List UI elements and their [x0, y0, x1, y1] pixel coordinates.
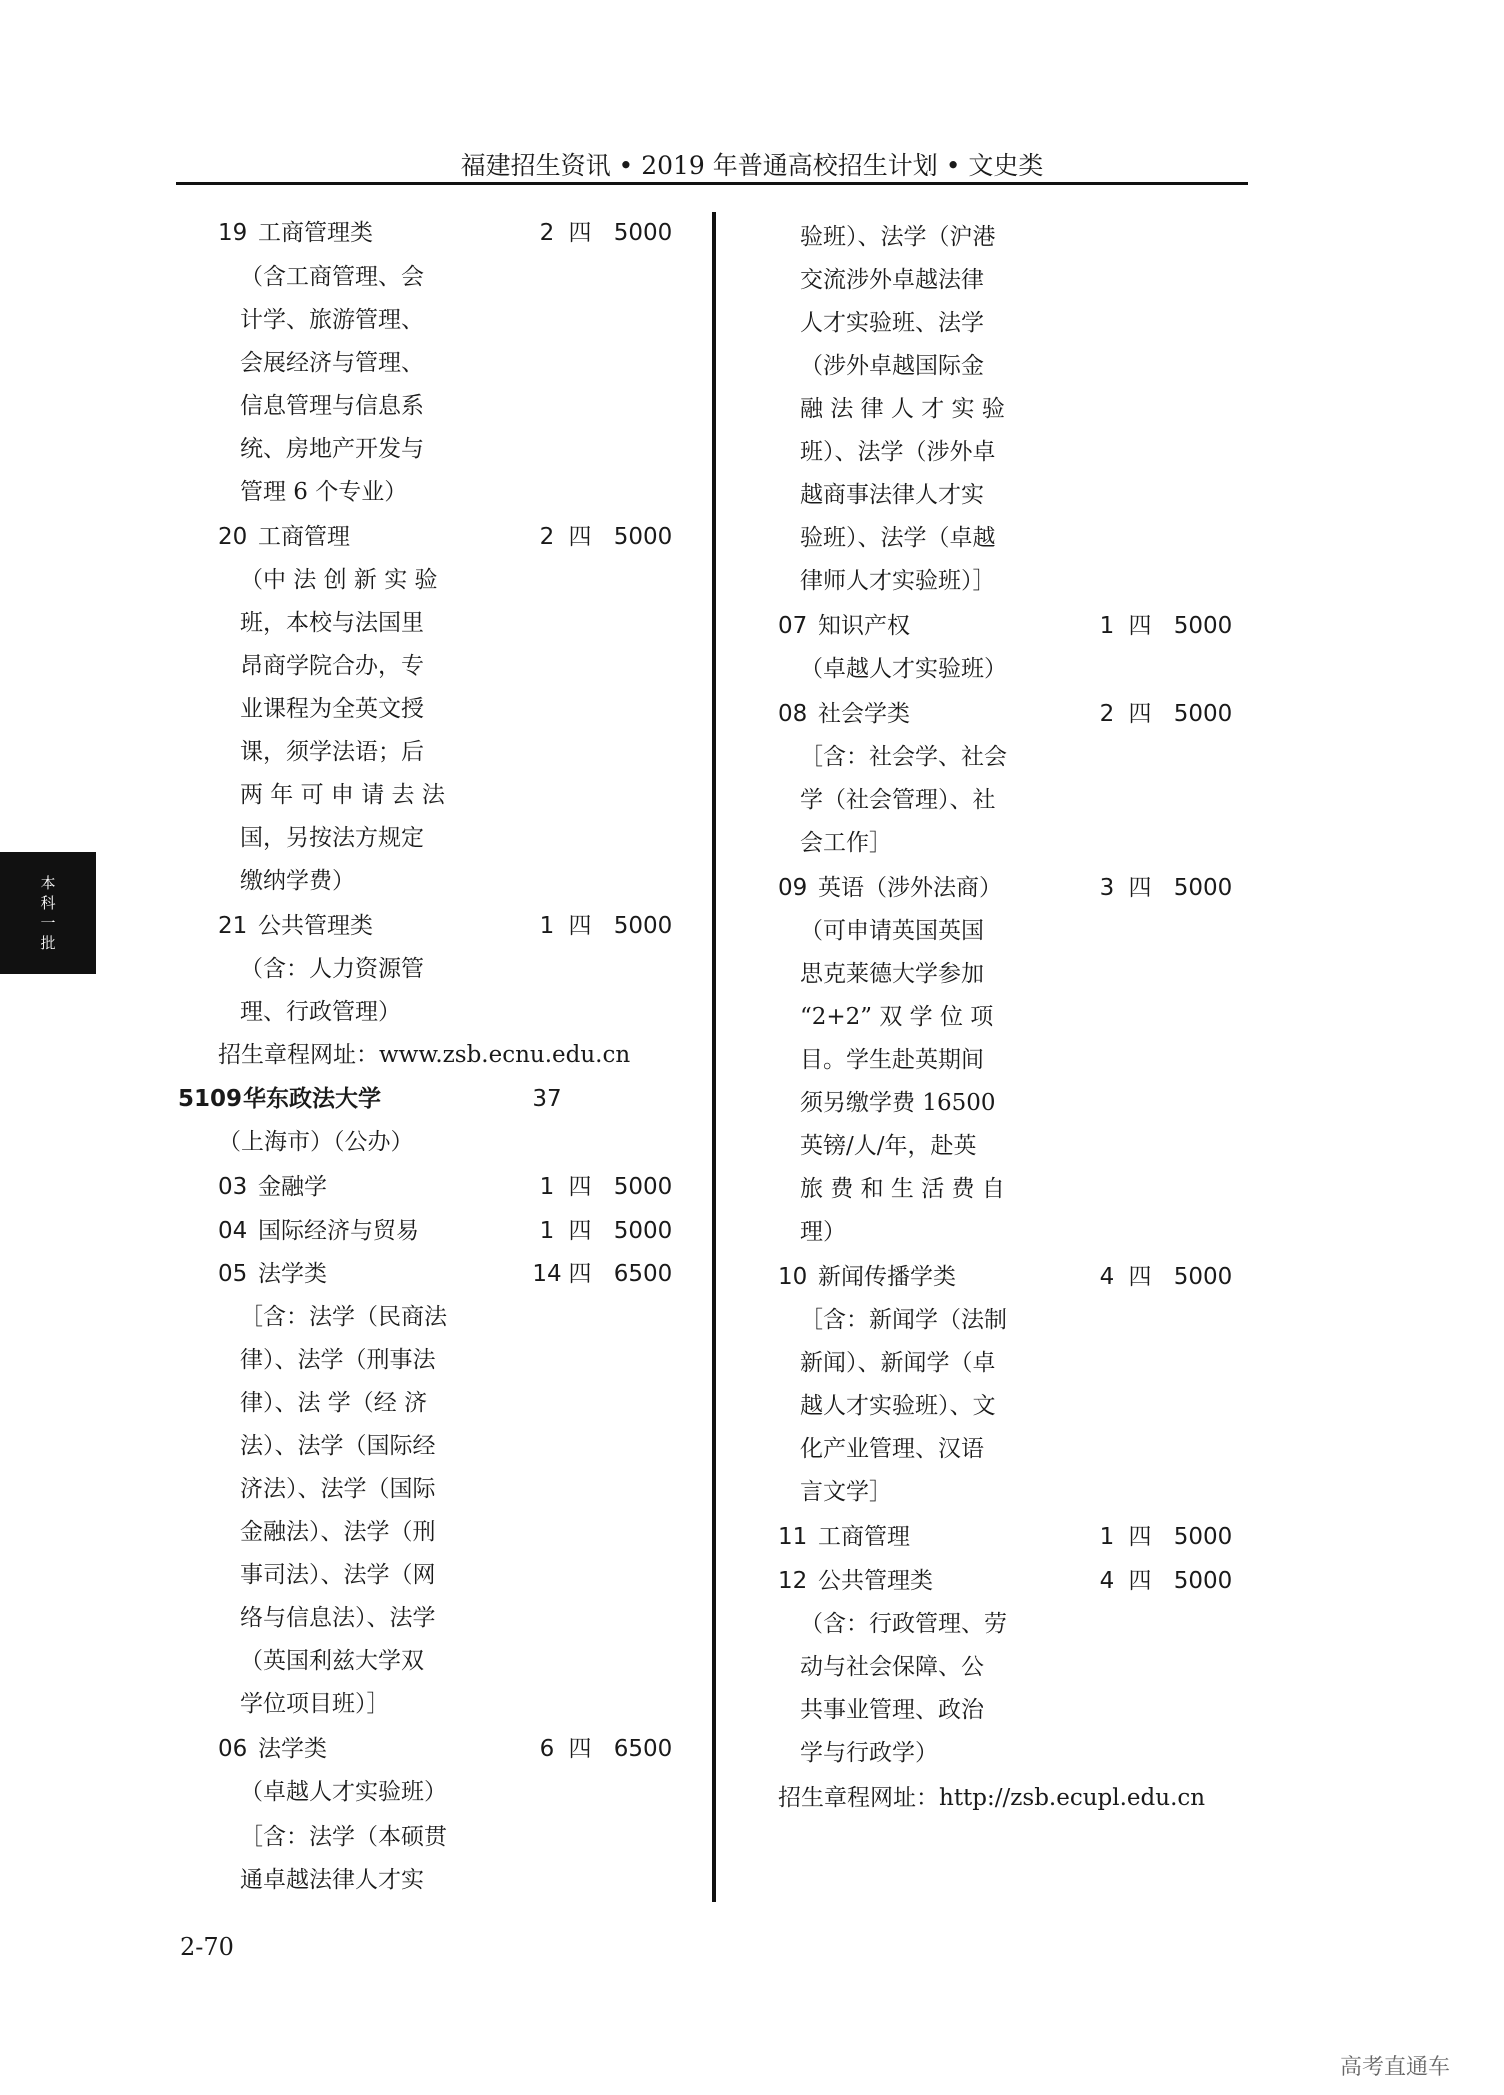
major-description: 验班）、法学（沪港 — [800, 224, 996, 250]
major-description: 言文学］ — [800, 1479, 892, 1505]
major-description: （含：行政管理、劳 — [800, 1611, 1007, 1637]
major-description: 济法）、法学（国际 — [240, 1476, 436, 1502]
major-code: 06 — [218, 1736, 248, 1762]
major-description: 会工作］ — [800, 830, 892, 856]
plan-count: 14 — [532, 1261, 562, 1287]
major-description: 班）、法学（涉外卓 — [800, 439, 996, 465]
major-description: 学位项目班）］ — [240, 1691, 390, 1717]
major-description: 思克莱德大学参加 — [800, 961, 984, 987]
school-total: 37 — [532, 1086, 562, 1112]
side-tab-char: 批 — [40, 934, 56, 952]
page-number: 2-70 — [180, 1933, 234, 1961]
major-description: 昂商学院合办，专 — [240, 653, 424, 679]
major-name: 新闻传播学类 — [818, 1264, 956, 1290]
major-description: 人才实验班、法学 — [800, 310, 984, 336]
major-code: 05 — [218, 1261, 248, 1287]
tuition-fee: 5000 — [1173, 1524, 1233, 1550]
watermark: 高考直通车 — [1340, 2055, 1451, 2080]
tuition-fee: 5000 — [613, 524, 673, 550]
study-years: 四 — [568, 913, 592, 939]
major-description: 理） — [800, 1219, 846, 1245]
major-description: 信息管理与信息系 — [240, 393, 424, 419]
side-tab-char: 一 — [40, 914, 56, 932]
major-description: ［含：法学（民商法 — [240, 1304, 447, 1330]
side-tab-char: 科 — [40, 894, 56, 912]
major-description: 金融法）、法学（刑 — [240, 1519, 436, 1545]
major-description: 律）、法学（刑事法 — [240, 1347, 436, 1373]
major-code: 07 — [778, 613, 808, 639]
major-description: （中 法 创 新 实 验 — [240, 567, 438, 593]
major-description: 班，本校与法国里 — [240, 610, 424, 636]
study-years: 四 — [1128, 1568, 1152, 1594]
major-description: 融 法 律 人 才 实 验 — [800, 396, 1005, 422]
school-code: 5109 — [178, 1086, 243, 1112]
study-years: 四 — [1128, 1264, 1152, 1290]
major-name: 英语（涉外法商） — [818, 875, 1002, 901]
column-divider — [712, 212, 716, 1902]
study-years: 四 — [1128, 613, 1152, 639]
tuition-fee: 5000 — [613, 913, 673, 939]
plan-count: 4 — [1099, 1264, 1115, 1290]
major-description: 两 年 可 申 请 去 法 — [240, 782, 445, 808]
major-description: 理、行政管理） — [240, 999, 401, 1025]
tuition-fee: 5000 — [1173, 613, 1233, 639]
major-description: 事司法）、法学（网 — [240, 1562, 436, 1588]
plan-count: 1 — [1099, 1524, 1115, 1550]
major-name: 法学类 — [258, 1736, 327, 1762]
tuition-fee: 5000 — [613, 1218, 673, 1244]
plan-count: 4 — [1099, 1568, 1115, 1594]
major-description: 络与信息法）、法学 — [240, 1605, 436, 1631]
tuition-fee: 6500 — [613, 1261, 673, 1287]
major-name: 法学类 — [258, 1261, 327, 1287]
major-description: （含：人力资源管 — [240, 956, 424, 982]
major-description: 旅 费 和 生 活 费 自 — [800, 1176, 1005, 1202]
tuition-fee: 5000 — [1173, 875, 1233, 901]
major-code: 20 — [218, 524, 248, 550]
major-description: 统、房地产开发与 — [240, 436, 424, 462]
tuition-fee: 5000 — [1173, 701, 1233, 727]
major-description: 通卓越法律人才实 — [240, 1867, 424, 1893]
header-rule — [176, 182, 1248, 185]
plan-count: 2 — [1099, 701, 1115, 727]
school-location: （上海市）（公办） — [218, 1129, 414, 1155]
major-name: 工商管理 — [818, 1524, 910, 1550]
major-name: 金融学 — [258, 1174, 327, 1200]
side-tab — [0, 852, 96, 974]
major-description: 新闻）、新闻学（卓 — [800, 1350, 996, 1376]
major-code: 19 — [218, 220, 248, 246]
major-description: （含工商管理、会 — [240, 264, 424, 290]
plan-count: 1 — [539, 1218, 555, 1244]
major-name: 社会学类 — [818, 701, 910, 727]
major-description: 越人才实验班）、文 — [800, 1393, 996, 1419]
major-code: 10 — [778, 1264, 808, 1290]
major-description: （卓越人才实验班） — [240, 1779, 447, 1805]
major-description: （涉外卓越国际金 — [800, 353, 984, 379]
major-name: 工商管理 — [258, 524, 350, 550]
major-description: （可申请英国英国 — [800, 918, 984, 944]
major-code: 09 — [778, 875, 808, 901]
plan-count: 1 — [539, 913, 555, 939]
major-description: 缴纳学费） — [240, 868, 355, 894]
major-description: “2+2” 双 学 位 项 — [800, 1004, 994, 1030]
major-description: 业课程为全英文授 — [240, 696, 424, 722]
major-description: 学（社会管理）、社 — [800, 787, 996, 813]
tuition-fee: 5000 — [1173, 1264, 1233, 1290]
major-description: 交流涉外卓越法律 — [800, 267, 984, 293]
major-code: 11 — [778, 1524, 808, 1550]
major-description: 律师人才实验班）］ — [800, 568, 996, 594]
major-code: 12 — [778, 1568, 808, 1594]
admission-url: 招生章程网址：http://zsb.ecupl.edu.cn — [778, 1785, 1206, 1811]
plan-count: 1 — [539, 1174, 555, 1200]
major-description: 国，另按法方规定 — [240, 825, 424, 851]
study-years: 四 — [568, 524, 592, 550]
major-name: 工商管理类 — [258, 220, 373, 246]
tuition-fee: 5000 — [613, 1174, 673, 1200]
study-years: 四 — [568, 220, 592, 246]
major-description: 法）、法学（国际经 — [240, 1433, 436, 1459]
major-description: 学与行政学） — [800, 1740, 938, 1766]
major-code: 21 — [218, 913, 248, 939]
study-years: 四 — [568, 1218, 592, 1244]
major-description: 共事业管理、政治 — [800, 1697, 984, 1723]
major-description: 会展经济与管理、 — [240, 350, 424, 376]
major-description: 化产业管理、汉语 — [800, 1436, 984, 1462]
major-description: 目。学生赴英期间 — [800, 1047, 984, 1073]
study-years: 四 — [568, 1261, 592, 1287]
major-description: 须另缴学费 16500 — [800, 1090, 996, 1116]
major-description: 律）、法 学（经 济 — [240, 1390, 428, 1416]
study-years: 四 — [1128, 875, 1152, 901]
plan-count: 3 — [1099, 875, 1115, 901]
major-name: 公共管理类 — [818, 1568, 933, 1594]
major-description: 课，须学法语；后 — [240, 739, 424, 765]
school-name: 华东政法大学 — [243, 1086, 381, 1112]
major-description: 越商事法律人才实 — [800, 482, 984, 508]
major-description: （英国利兹大学双 — [240, 1648, 424, 1674]
major-description: ［含：社会学、社会 — [800, 744, 1007, 770]
side-tab-char: 本 — [40, 874, 56, 892]
tuition-fee: 5000 — [1173, 1568, 1233, 1594]
major-code: 08 — [778, 701, 808, 727]
plan-count: 6 — [539, 1736, 555, 1762]
plan-count: 2 — [539, 524, 555, 550]
admission-url: 招生章程网址：www.zsb.ecnu.edu.cn — [218, 1042, 631, 1068]
major-code: 03 — [218, 1174, 248, 1200]
study-years: 四 — [1128, 701, 1152, 727]
major-description: ［含：新闻学（法制 — [800, 1307, 1007, 1333]
major-code: 04 — [218, 1218, 248, 1244]
study-years: 四 — [568, 1736, 592, 1762]
major-description: ［含：法学（本硕贯 — [240, 1824, 447, 1850]
major-description: 英镑/人/年，赴英 — [800, 1133, 977, 1159]
study-years: 四 — [1128, 1524, 1152, 1550]
plan-count: 2 — [539, 220, 555, 246]
major-description: 计学、旅游管理、 — [240, 307, 424, 333]
major-name: 公共管理类 — [258, 913, 373, 939]
tuition-fee: 5000 — [613, 220, 673, 246]
major-description: 动与社会保障、公 — [800, 1654, 984, 1680]
major-name: 知识产权 — [818, 613, 910, 639]
study-years: 四 — [568, 1174, 592, 1200]
major-description: 管理 6 个专业） — [240, 479, 408, 505]
tuition-fee: 6500 — [613, 1736, 673, 1762]
major-description: 验班）、法学（卓越 — [800, 525, 996, 551]
major-description: （卓越人才实验班） — [800, 656, 1007, 682]
plan-count: 1 — [1099, 613, 1115, 639]
page-header: 福建招生资讯 • 2019 年普通高校招生计划 • 文史类 — [460, 151, 1044, 180]
major-name: 国际经济与贸易 — [258, 1218, 419, 1244]
